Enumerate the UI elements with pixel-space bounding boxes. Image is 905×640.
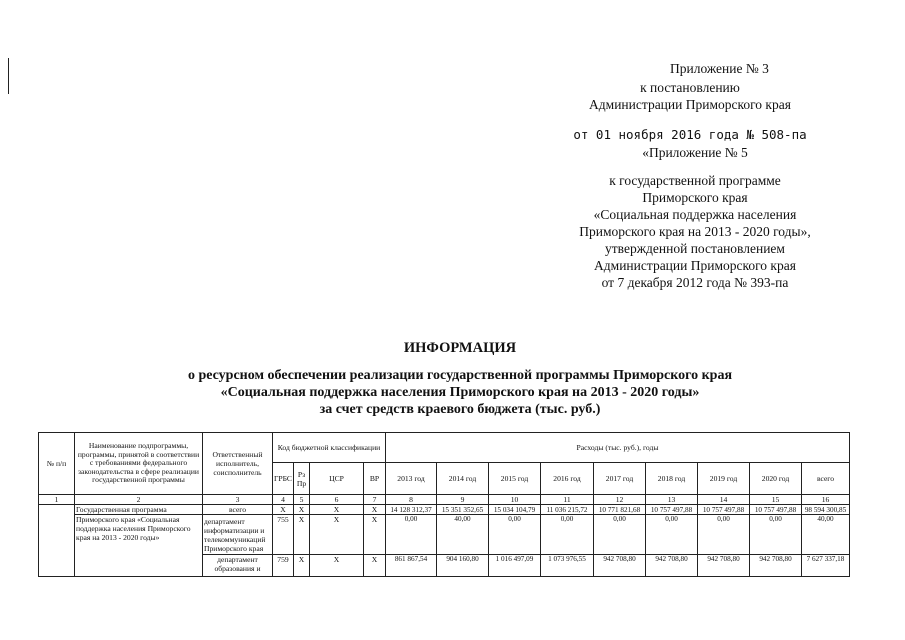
responsible-cell: департамент образования и (203, 555, 273, 577)
program-name-cell: Государственная программа (75, 505, 203, 515)
appendix-number: Приложение № 3 (670, 61, 769, 76)
appendix-program-block (560, 172, 830, 291)
header-year: 2019 год (698, 463, 750, 495)
value-cell: 861 867,54 (386, 555, 437, 577)
value-cell: 0,00 (646, 515, 698, 555)
program-name-cell: Приморского края «Социальная поддержка населения Приморского края на 2013 - 2020 годы» (75, 515, 203, 577)
document-title (60, 340, 860, 418)
header-grbs: ГРБС (273, 463, 294, 495)
header-year: 2017 год (594, 463, 646, 495)
col-number: 9 (437, 495, 489, 505)
header-year: 2018 год (646, 463, 698, 495)
value-cell: 15 034 104,79 (489, 505, 541, 515)
value-cell: 0,00 (541, 515, 594, 555)
value-cell: 10 757 497,88 (698, 505, 750, 515)
col-number: 2 (75, 495, 203, 505)
table-row (39, 515, 850, 555)
value-cell: 942 708,80 (646, 555, 698, 577)
vr-cell: X (364, 555, 386, 577)
header-responsible: Ответственный исполнитель, соисполнитель (203, 433, 273, 495)
value-cell: 0,00 (386, 515, 437, 555)
appendix-block-line: Администрации Приморского края (594, 258, 796, 273)
appendix-to-resolution: к постановлению (640, 80, 740, 95)
col-number: 13 (646, 495, 698, 505)
grbs-cell: 759 (273, 555, 294, 577)
col-number: 4 (273, 495, 294, 505)
header-num: № п/п (39, 433, 75, 495)
csr-cell: X (310, 515, 364, 555)
total-cell: 98 594 300,85 (802, 505, 850, 515)
appendix-block-line: Приморского края на 2013 - 2020 годы», (579, 224, 811, 239)
header-rzpr: Рз Пр (294, 463, 310, 495)
value-cell: 10 771 821,68 (594, 505, 646, 515)
total-cell: 40,00 (802, 515, 850, 555)
value-cell: 942 708,80 (594, 555, 646, 577)
col-number: 14 (698, 495, 750, 505)
grbs-cell: X (273, 505, 294, 515)
value-cell: 0,00 (594, 515, 646, 555)
resource-table (38, 432, 850, 577)
header-vr: ВР (364, 463, 386, 495)
appendix-block-line: к государственной программе (609, 173, 781, 188)
total-cell: 7 627 337,18 (802, 555, 850, 577)
vr-cell: X (364, 515, 386, 555)
col-number: 3 (203, 495, 273, 505)
margin-line (8, 58, 9, 94)
vr-cell: X (364, 505, 386, 515)
responsible-cell: всего (203, 505, 273, 515)
value-cell: 942 708,80 (698, 555, 750, 577)
col-number: 5 (294, 495, 310, 505)
header-expenses: Расходы (тыс. руб.), годы (386, 433, 850, 463)
col-number: 11 (541, 495, 594, 505)
column-number-row (39, 495, 850, 505)
rzpr-cell: X (294, 555, 310, 577)
header-year: 2013 год (386, 463, 437, 495)
appendix-block-line: Приморского края (642, 190, 748, 205)
csr-cell: X (310, 555, 364, 577)
table-row (39, 505, 850, 515)
col-number: 12 (594, 495, 646, 505)
appendix-administration: Администрации Приморского края (589, 97, 791, 112)
value-cell: 942 708,80 (750, 555, 802, 577)
appendix-block-line: от 7 декабря 2012 года № 393-па (601, 275, 789, 290)
value-cell: 0,00 (698, 515, 750, 555)
appendix-block-line: «Социальная поддержка населения (593, 207, 797, 222)
appendix-block-line: утвержденной постановлением (605, 241, 785, 256)
header-budget-code: Код бюджетной классификации (273, 433, 386, 463)
header-year: 2016 год (541, 463, 594, 495)
value-cell: 1 016 497,09 (489, 555, 541, 577)
header-year: 2014 год (437, 463, 489, 495)
value-cell: 10 757 497,88 (646, 505, 698, 515)
rzpr-cell: X (294, 515, 310, 555)
title-line: «Социальная поддержка населения Приморского края на 2013 - 2020 годы» (220, 385, 700, 400)
responsible-cell: департамент информатизации и телекоммуникаций Приморского края (203, 515, 273, 555)
col-number: 6 (310, 495, 364, 505)
value-cell: 0,00 (489, 515, 541, 555)
col-number: 8 (386, 495, 437, 505)
col-number: 10 (489, 495, 541, 505)
csr-cell: X (310, 505, 364, 515)
value-cell: 14 128 312,37 (386, 505, 437, 515)
header-year: 2015 год (489, 463, 541, 495)
rzpr-cell: X (294, 505, 310, 515)
title-heading: ИНФОРМАЦИЯ (403, 340, 517, 356)
col-number: 16 (802, 495, 850, 505)
value-cell: 15 351 352,65 (437, 505, 489, 515)
col-number: 15 (750, 495, 802, 505)
value-cell: 11 036 215,72 (541, 505, 594, 515)
value-cell: 1 073 976,55 (541, 555, 594, 577)
appendix-date-number: от 01 ноября 2016 года № 508-па (573, 127, 807, 142)
value-cell: 904 160,80 (437, 555, 489, 577)
col-number: 1 (39, 495, 75, 505)
value-cell: 10 757 497,88 (750, 505, 802, 515)
header-csr: ЦСР (310, 463, 364, 495)
grbs-cell: 755 (273, 515, 294, 555)
header-year: 2020 год (750, 463, 802, 495)
header-total: всего (802, 463, 850, 495)
header-name: Наименование подпрограммы, программы, принятой в соответствии с требованиями федерального законодательства в сфере реализации государственной программы (75, 433, 203, 495)
title-line: за счет средств краевого бюджета (тыс. руб.) (319, 402, 601, 417)
value-cell: 0,00 (750, 515, 802, 555)
title-line: о ресурсном обеспечении реализации государственной программы Приморского края (187, 368, 733, 383)
value-cell: 40,00 (437, 515, 489, 555)
appendix-original-number: «Приложение № 5 (642, 145, 748, 160)
col-number: 7 (364, 495, 386, 505)
row-num-cell (39, 505, 75, 577)
